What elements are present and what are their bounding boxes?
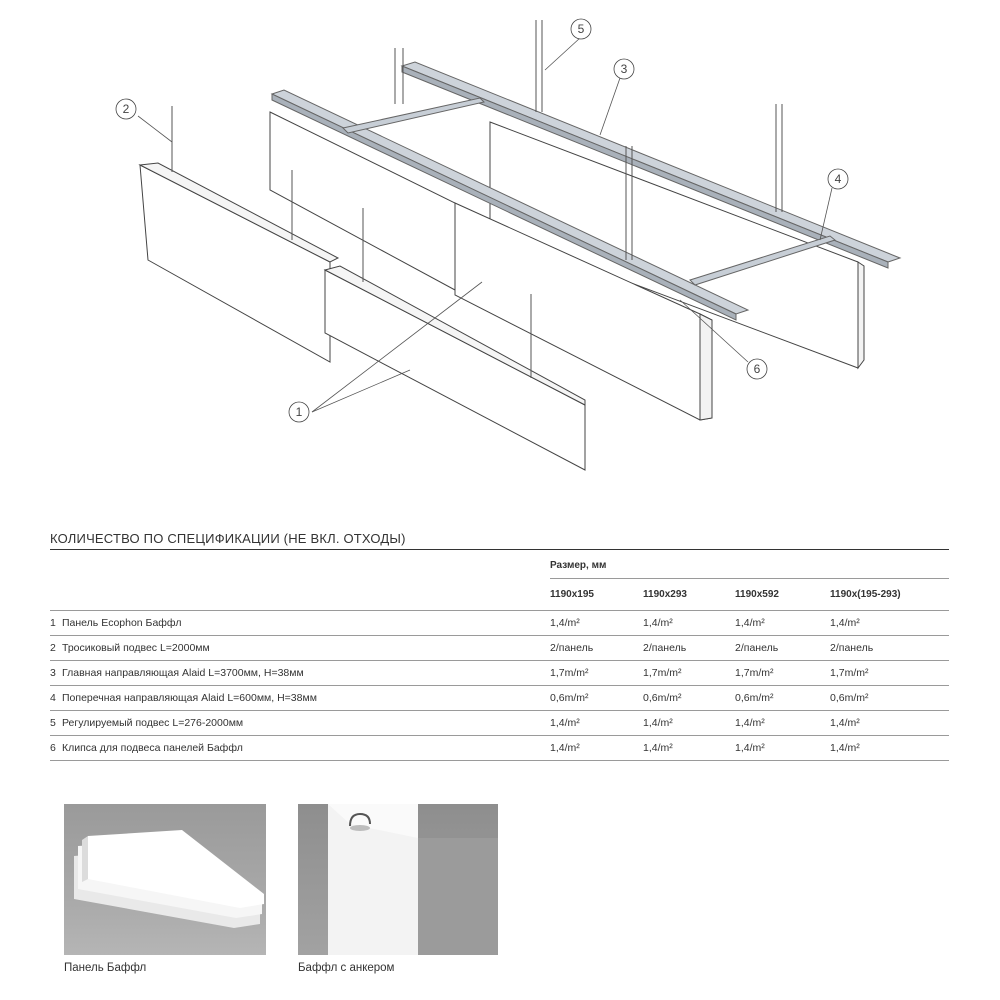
table-cell: 1,4/m² (550, 736, 643, 761)
photo-caption: Панель Баффл (64, 962, 147, 974)
baffle-anchor-photo (298, 804, 498, 955)
table-cell: 2/панель (830, 636, 949, 661)
table-cell: 1,4/m² (643, 736, 735, 761)
table-cell: 1,4/m² (830, 611, 949, 636)
row-name: Регулируемый подвес L=276-2000мм (62, 717, 244, 729)
callout-4-label: 4 (834, 172, 842, 186)
table-row (50, 661, 949, 686)
table-cell: 1,7m/m² (550, 661, 643, 686)
table-cell: 1,7m/m² (643, 661, 735, 686)
row-name: Поперечная направляющая Alaid L=600мм, H=38мм (62, 692, 317, 704)
table-cell: 2/панель (643, 636, 735, 661)
row-number: 6 (50, 742, 56, 754)
size-header: Размер, мм (550, 559, 607, 571)
row-number: 4 (50, 692, 56, 704)
spec-table (50, 552, 949, 761)
baffle-panel-edge (858, 262, 864, 368)
row-name: Клипса для подвеса панелей Баффл (62, 742, 243, 754)
row-name: Панель Ecophon Баффл (62, 617, 182, 629)
table-row (50, 736, 949, 761)
table-cell: 1,4/m² (643, 611, 735, 636)
callout-6-label: 6 (753, 362, 761, 376)
table-row (50, 686, 949, 711)
title-divider (50, 549, 949, 550)
callout-1-label: 1 (295, 405, 303, 419)
row-name: Тросиковый подвес L=2000мм (62, 642, 210, 654)
callout-5-label: 5 (577, 22, 585, 36)
table-cell: 1,4/m² (830, 736, 949, 761)
table-cell: 1,4/m² (643, 711, 735, 736)
table-cell: 1,4/m² (550, 711, 643, 736)
table-cell: 0,6m/m² (735, 686, 830, 711)
column-header: 1190x(195-293) (830, 579, 949, 611)
table-cell: 2/панель (550, 636, 643, 661)
row-number: 2 (50, 642, 56, 654)
table-cell: 2/панель (735, 636, 830, 661)
table-cell: 1,4/m² (735, 736, 830, 761)
baffle-panel-photo (64, 804, 266, 955)
callout-2-label: 2 (122, 102, 130, 116)
row-number: 1 (50, 617, 56, 629)
row-number: 3 (50, 667, 56, 679)
table-row (50, 711, 949, 736)
column-header: 1190x195 (550, 579, 643, 611)
table-cell: 0,6m/m² (830, 686, 949, 711)
table-cell: 1,4/m² (735, 611, 830, 636)
table-cell: 1,4/m² (550, 611, 643, 636)
table-row (50, 611, 949, 636)
row-number: 5 (50, 717, 56, 729)
table-cell: 0,6m/m² (643, 686, 735, 711)
column-header: 1190x293 (643, 579, 735, 611)
table-cell: 1,4/m² (830, 711, 949, 736)
photo-caption: Баффл с анкером (298, 962, 395, 974)
cross-rail (343, 98, 484, 133)
callout-3-label: 3 (620, 62, 628, 76)
baffle-panel-edge (700, 314, 712, 420)
table-cell: 0,6m/m² (550, 686, 643, 711)
table-cell: 1,7m/m² (735, 661, 830, 686)
column-header: 1190x592 (735, 579, 830, 611)
table-row (50, 636, 949, 661)
table-cell: 1,4/m² (735, 711, 830, 736)
row-name: Главная направляющая Alaid L=3700мм, H=38мм (62, 667, 304, 679)
table-cell: 1,7m/m² (830, 661, 949, 686)
spec-title: КОЛИЧЕСТВО ПО СПЕЦИФИКАЦИИ (НЕ ВКЛ. ОТХОДЫ) (50, 531, 406, 546)
